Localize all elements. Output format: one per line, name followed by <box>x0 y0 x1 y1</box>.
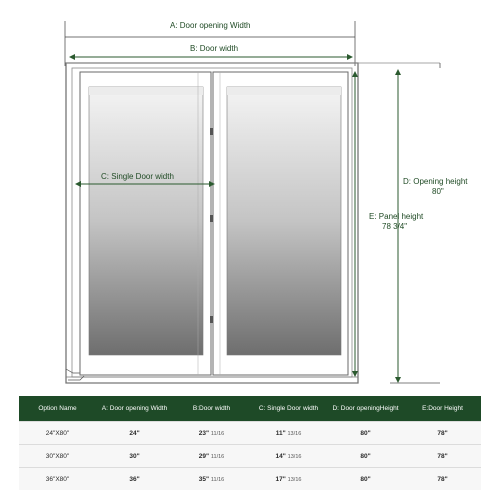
cell-c: 11" 13/16 <box>250 422 327 445</box>
cell-e: 78" <box>404 468 481 491</box>
cell-a: 36" <box>96 468 173 491</box>
spec-table <box>19 396 481 490</box>
cell-c: 14" 13/16 <box>250 445 327 468</box>
cell-c: 17" 13/16 <box>250 468 327 491</box>
header-option-name: Option Name <box>19 396 96 422</box>
cell-e: 78" <box>404 445 481 468</box>
label-panel-height-value: 78 3/4" <box>382 222 408 231</box>
cell-option: 24"X80" <box>19 422 96 445</box>
table-row <box>19 468 481 491</box>
cell-b: 35" 11/16 <box>173 468 250 491</box>
cell-d: 80" <box>327 445 404 468</box>
cell-d: 80" <box>327 422 404 445</box>
cell-d: 80" <box>327 468 404 491</box>
header-single-door-width: C: Single Door width <box>250 396 327 422</box>
right-door-panel <box>213 72 348 375</box>
cell-b: 23" 11/16 <box>173 422 250 445</box>
table-row <box>19 422 481 445</box>
cell-b: 29" 11/16 <box>173 445 250 468</box>
table-row <box>19 445 481 468</box>
cell-e: 78" <box>404 422 481 445</box>
left-door-panel <box>80 72 211 375</box>
header-door-height: E:Door Height <box>404 396 481 422</box>
cell-a: 30" <box>96 445 173 468</box>
header-door-opening-width: A: Door opening Width <box>96 396 173 422</box>
cell-a: 24" <box>96 422 173 445</box>
label-panel-height: E: Panel height <box>369 212 424 221</box>
label-door-opening-width: A: Door opening Width <box>170 21 251 30</box>
header-door-opening-height: D: Door openingHeight <box>327 396 404 422</box>
label-opening-height: D: Opening height <box>403 177 468 186</box>
label-single-door-width: C: Single Door width <box>101 172 174 181</box>
label-door-width: B: Door width <box>190 44 239 53</box>
table-header-row <box>19 396 481 422</box>
header-door-width: B:Door width <box>173 396 250 422</box>
cell-option: 30"X80" <box>19 445 96 468</box>
label-opening-height-value: 80" <box>432 187 444 196</box>
cell-option: 36"X80" <box>19 468 96 491</box>
